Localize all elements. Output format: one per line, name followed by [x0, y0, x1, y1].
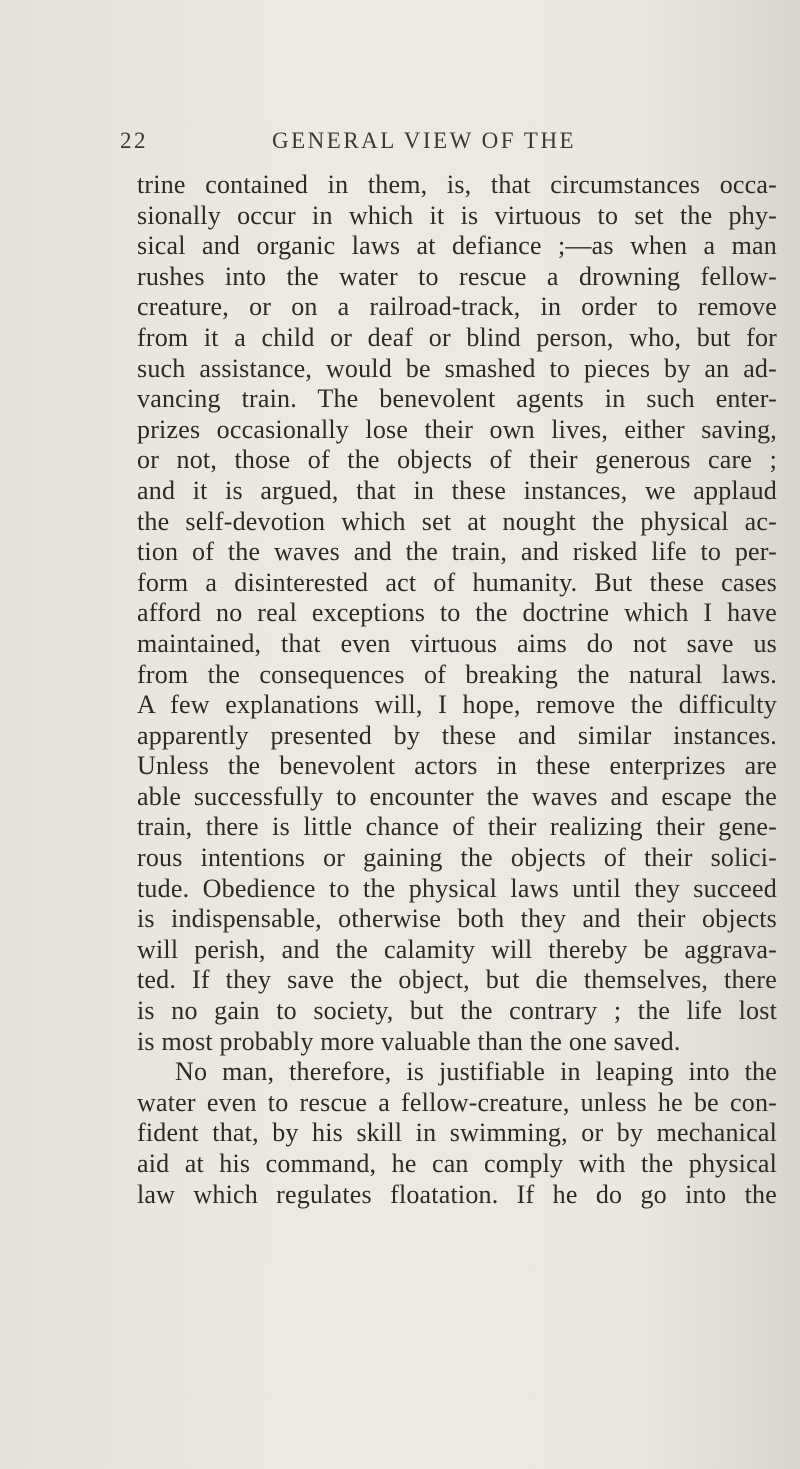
text-line: law which regulates floatation. If he do go into the — [137, 1179, 777, 1209]
text-line: Unless the benevolent actors in these enterprizes are — [137, 751, 777, 781]
text-line: is indispensable, otherwise both they and their objects — [137, 904, 777, 934]
text-line: rushes into the water to rescue a drowning fellow- — [137, 261, 777, 291]
text-line: or not, those of the objects of their generous care ; — [137, 445, 777, 475]
text-line: creature, or on a railroad-track, in order to remove — [137, 292, 777, 322]
text-line: vancing train. The benevolent agents in such enter- — [137, 384, 777, 414]
text-line: train, there is little chance of their realizing their gene- — [137, 812, 777, 842]
text-line: able successfully to encounter the waves and escape the — [137, 781, 777, 811]
text-line: maintained, that even virtuous aims do not save us — [137, 628, 777, 658]
text-line: is no gain to society, but the contrary ; the life lost — [137, 996, 777, 1026]
text-line-paragraph-end: is most probably more valuable than the one saved. — [137, 1026, 681, 1056]
text-line: A few explanations will, I hope, remove the difficulty — [137, 690, 777, 720]
running-head-title: GENERAL VIEW OF THE — [272, 128, 577, 153]
text-line: the self-devotion which set at nought the physical ac- — [137, 506, 777, 536]
text-line: tude. Obedience to the physical laws until they succeed — [137, 873, 777, 903]
text-line: apparently presented by these and similar instances. — [137, 720, 777, 750]
text-line: prizes occasionally lose their own lives, either saving, — [137, 414, 777, 444]
text-line: aid at his command, he can comply with the physical — [137, 1149, 777, 1178]
text-line: from it a child or deaf or blind person, who, but for — [137, 322, 777, 352]
text-line: ted. If they save the object, but die themselves, there — [137, 965, 777, 995]
text-line: and it is argued, that in these instances, we applaud — [137, 475, 777, 505]
text-line: tion of the waves and the train, and risked life to per- — [137, 537, 777, 567]
text-line-paragraph-start: No man, therefore, is justifiable in leaping into the — [175, 1057, 777, 1087]
text-line: trine contained in them, is, that circumstances occa- — [137, 170, 777, 199]
text-line: afford no real exceptions to the doctrine which I have — [137, 598, 777, 628]
text-line: fident that, by his skill in swimming, or by mechanical — [137, 1118, 777, 1148]
text-line: from the consequences of breaking the natural laws. — [137, 659, 777, 689]
page-number: 22 — [120, 128, 148, 153]
text-line: will perish, and the calamity will thereby be aggrava- — [137, 934, 777, 964]
text-line: sionally occur in which it is virtuous to set the phy- — [137, 200, 777, 230]
text-line: form a disinterested act of humanity. But these cases — [137, 567, 777, 597]
text-line: such assistance, would be smashed to pieces by an ad- — [137, 353, 777, 383]
running-head — [120, 128, 720, 164]
text-line: sical and organic laws at defiance ;—as when a man — [137, 231, 777, 261]
text-line: rous intentions or gaining the objects of their solici- — [137, 843, 777, 873]
body-text — [137, 170, 777, 1210]
text-line: water even to rescue a fellow-creature, unless he be con- — [137, 1087, 777, 1117]
